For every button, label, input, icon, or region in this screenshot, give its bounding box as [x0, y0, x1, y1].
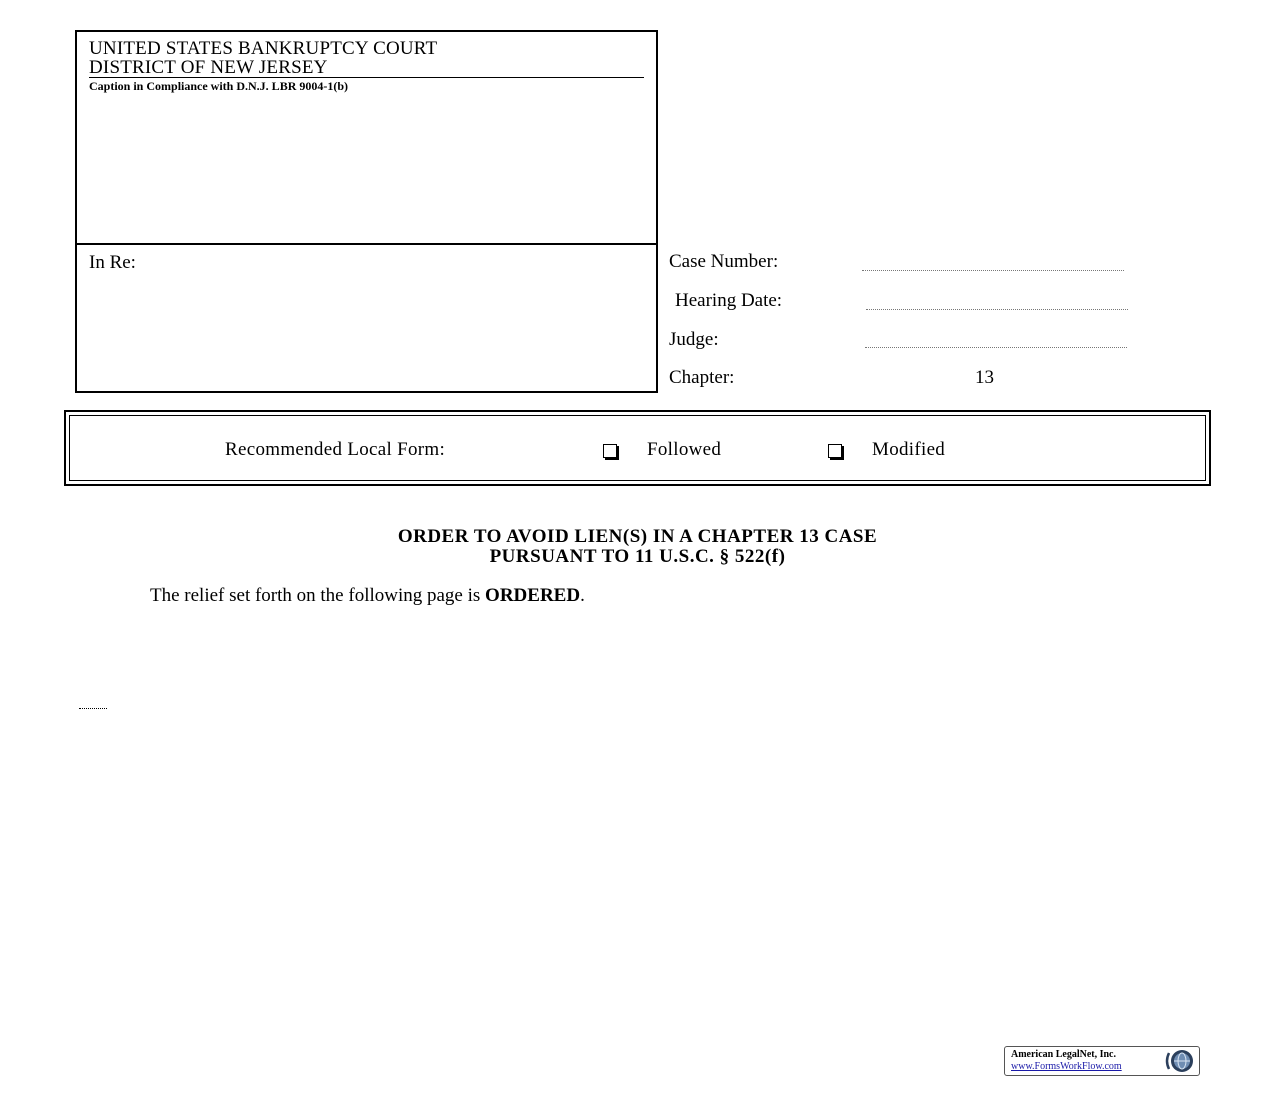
caption-rule [89, 77, 644, 78]
order-title-line2: PURSUANT TO 11 U.S.C. § 522(f) [489, 546, 786, 567]
hearing-date-label: Hearing Date: [675, 290, 783, 311]
caption-box [75, 30, 658, 393]
order-title-line1: ORDER TO AVOID LIEN(S) IN A CHAPTER 13 CASE [397, 526, 878, 547]
court-name-line2: DISTRICT OF NEW JERSEY [89, 57, 328, 78]
publisher-logo[interactable] [1004, 1046, 1200, 1076]
relief-text: The relief set forth on the following page is [150, 585, 486, 606]
caption-divider [77, 243, 656, 245]
logo-company-name: American LegalNet, Inc. [1011, 1049, 1116, 1060]
modified-checkbox[interactable] [828, 444, 842, 458]
local-form-label: Recommended Local Form: [225, 439, 446, 460]
modified-label: Modified [872, 439, 946, 460]
chapter-value: 13 [975, 367, 994, 388]
relief-ordered: ORDERED [485, 585, 581, 606]
followed-label: Followed [647, 439, 722, 460]
dotted-mark [79, 708, 107, 709]
logo-url-link[interactable]: www.FormsWorkFlow.com [1011, 1061, 1122, 1072]
chapter-label: Chapter: [669, 367, 735, 388]
followed-checkbox[interactable] [603, 444, 617, 458]
judge-label: Judge: [669, 329, 719, 350]
case-number-label: Case Number: [669, 251, 779, 272]
in-re-label: In Re: [89, 252, 136, 273]
judge-field[interactable] [865, 347, 1127, 348]
court-name-line1: UNITED STATES BANKRUPTCY COURT [89, 38, 438, 59]
relief-statement [150, 585, 585, 607]
hearing-date-field[interactable] [866, 309, 1128, 310]
case-number-field[interactable] [862, 270, 1124, 271]
caption-compliance-note: Caption in Compliance with D.N.J. LBR 9004-1(b) [89, 79, 349, 93]
relief-period: . [580, 585, 585, 606]
globe-icon [1163, 1049, 1197, 1073]
